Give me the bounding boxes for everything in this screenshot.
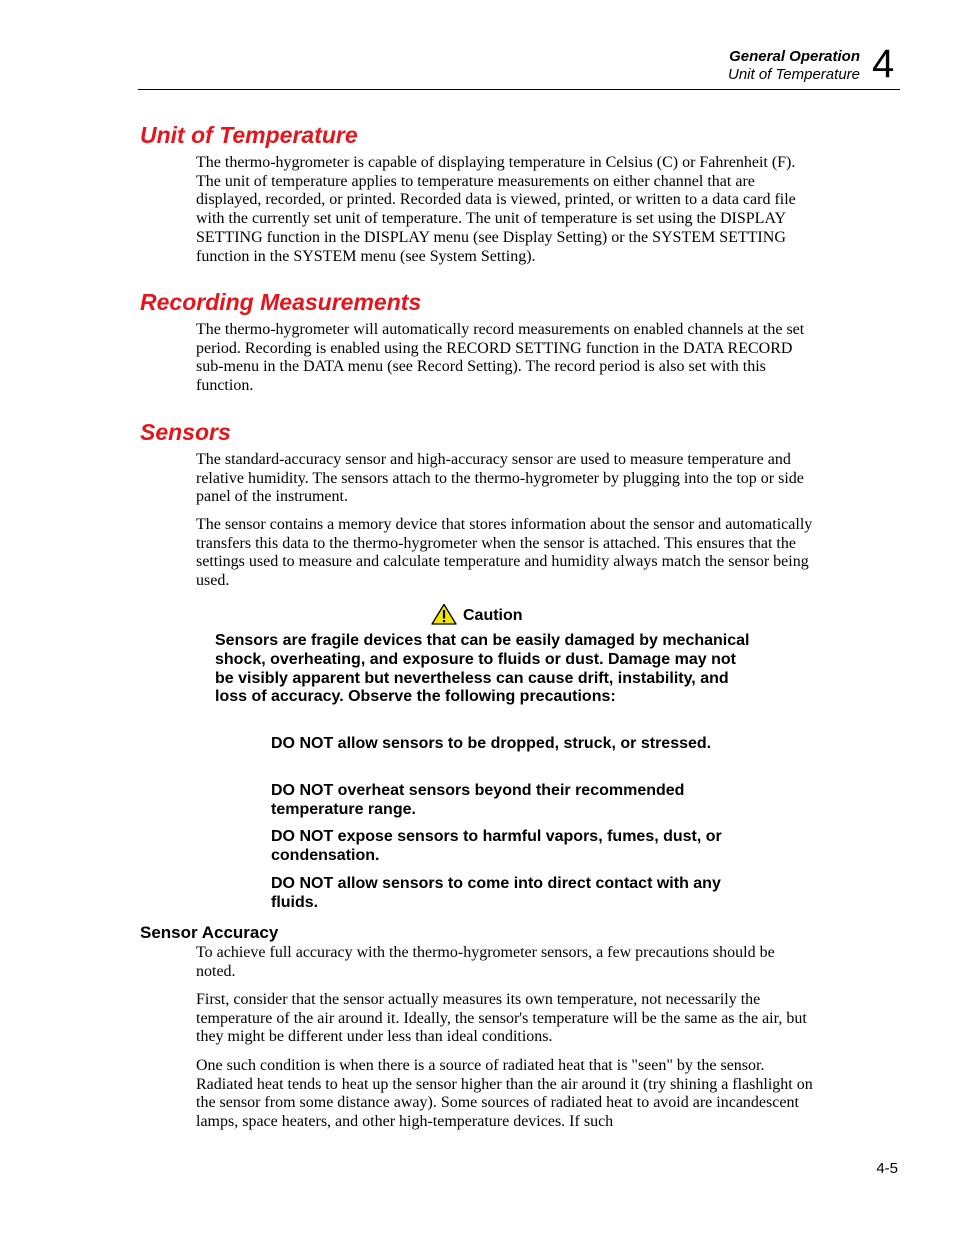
paragraph-sensors-1: The standard-accuracy sensor and high-accuracy sensor are used to measure temperature and relative humidity. The sensors attach to the thermo-hygrometer by plugging into the top or side panel of the instrument. xyxy=(196,451,804,506)
heading-unit-of-temperature: Unit of Temperature xyxy=(140,122,358,148)
caution-body: Sensors are fragile devices that can be easily damaged by mechanical shock, overheating, and exposure to fluids or dust. Damage may not be visibly apparent but nevertheless can cause drift, instability, and loss of accuracy. Observe the following precautions: xyxy=(215,632,750,706)
caution-label: Caution xyxy=(463,607,523,624)
paragraph-sensors-2: The sensor contains a memory device that stores information about the sensor and automatically transfers this data to the thermo-hygrometer when the sensor is attached. This ensures that the settings used to measure and calculate temperature and humidity always match the sensor being used. xyxy=(196,516,813,590)
paragraph-sensor-accuracy-2: First, consider that the sensor actually measures its own temperature, not necessarily the temperature of the air around it. Ideally, the sensor's temperature will be the same as the air, but they might be different under less than ideal conditions. xyxy=(196,991,807,1046)
heading-recording-measurements: Recording Measurements xyxy=(140,289,422,315)
caution-item: DO NOT expose sensors to harmful vapors, fumes, dust, or condensation. xyxy=(271,828,722,864)
heading-sensor-accuracy: Sensor Accuracy xyxy=(140,923,279,942)
caution-item: DO NOT allow sensors to be dropped, struck, or stressed. xyxy=(271,735,712,752)
header-divider xyxy=(138,89,900,90)
header-chapter-title: General Operation xyxy=(729,48,860,65)
caution-item: DO NOT allow sensors to come into direct contact with any fluids. xyxy=(271,875,721,911)
warning-triangle-icon xyxy=(431,603,457,625)
caution-label-group xyxy=(431,603,523,625)
paragraph-recording-measurements: The thermo-hygrometer will automatically record measurements on enabled channels at the set period. Recording is enabled using the RECORD SETTING function in the DATA RECORD sub-menu in the DATA menu (see Record Setting). The record period is also set with this function. xyxy=(196,321,805,395)
heading-sensors: Sensors xyxy=(140,419,231,445)
paragraph-unit-of-temperature: The thermo-hygrometer is capable of displaying temperature in Celsius (C) or Fahrenheit (F). The unit of temperature applies to temperature measurements on either channel that are displayed, recorded, or printed. Recorded data is viewed, printed, or written to a data card file with the currently set unit of temperature. The unit of temperature is set using the DISPLAY SETTING function in the DISPLAY menu (see Display Setting) or the SYSTEM SETTING function in the SYSTEM menu (see System Setting). xyxy=(196,154,796,265)
header-chapter-number: 4 xyxy=(872,42,895,86)
paragraph-sensor-accuracy-3: One such condition is when there is a source of radiated heat that is "seen" by the sensor. Radiated heat tends to heat up the sensor higher than the air around it (try shining a flashlight on the sensor from some distance away). Some sources of radiated heat to avoid are incandescent lamps, space heaters, and other high-temperature devices. If such xyxy=(196,1057,813,1131)
paragraph-sensor-accuracy-1: To achieve full accuracy with the thermo-hygrometer sensors, a few precautions should be noted. xyxy=(196,944,775,980)
caution-item: DO NOT overheat sensors beyond their recommended temperature range. xyxy=(271,782,685,818)
header-section-title: Unit of Temperature xyxy=(727,66,860,83)
page-number: 4-5 xyxy=(876,1160,898,1177)
